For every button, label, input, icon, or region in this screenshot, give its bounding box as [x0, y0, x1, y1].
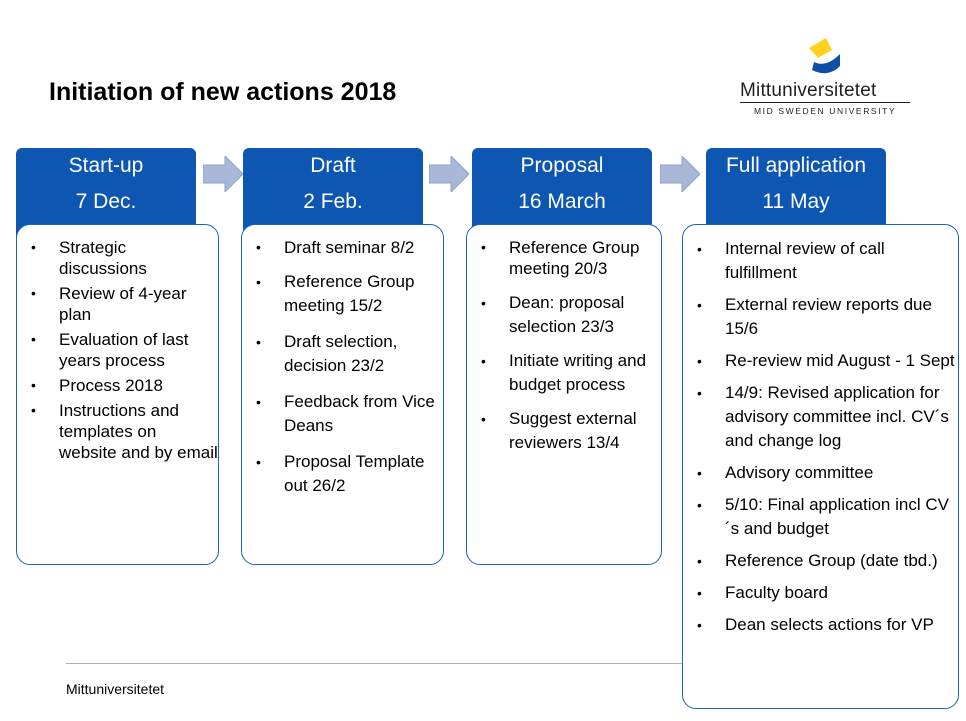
stage-full-application-box: [682, 224, 959, 709]
list-item: • Evaluation of last years process: [17, 329, 218, 371]
list-item: • Internal review of call fulfillment: [683, 237, 958, 285]
stage-proposal-box: [466, 224, 662, 565]
stage-name: Start-up: [68, 154, 144, 177]
list-item: • External review reports due 15/6: [683, 293, 958, 341]
list-item: • Reference Group (date tbd.): [683, 549, 958, 573]
university-logo: [740, 38, 915, 122]
list-item: • Feedback from Vice Deans: [242, 390, 443, 438]
list-item: • 14/9: Revised application for advisory committee incl. CV´s and change log: [683, 381, 958, 453]
list-item: • 5/10: Final application incl CV´s and budget: [683, 493, 958, 541]
footer-text: Mittuniversitetet: [66, 681, 165, 697]
list-item: • Initiate writing and budget process: [467, 349, 661, 397]
stage-name: Full application: [725, 154, 867, 177]
stage-name: Draft: [310, 154, 356, 177]
stage-startup-box: [16, 224, 219, 565]
footer-divider: [66, 663, 706, 664]
list-item: • Dean selects actions for VP: [683, 613, 958, 637]
stage-name: Proposal: [520, 154, 604, 177]
stage-date: 16 March: [518, 190, 606, 213]
list-item: • Strategic discussions: [17, 237, 218, 279]
stage-date: 11 May: [762, 190, 830, 213]
list-item: • Advisory committee: [683, 461, 958, 485]
list-item: • Proposal Template out 26/2: [242, 450, 443, 498]
logo-divider: [740, 102, 910, 103]
arrow-right-icon: [660, 156, 700, 192]
list-item: • Faculty board: [683, 581, 958, 605]
list-item: • Review of 4-year plan: [17, 283, 218, 325]
list-item: • Instructions and templates on website and by email: [17, 400, 218, 463]
logo-mark-icon: [806, 38, 842, 76]
arrow-right-icon: [429, 156, 469, 192]
list-item: • Process 2018: [17, 375, 218, 396]
logo-name: Mittuniversitetet: [740, 80, 877, 101]
stage-date: 7 Dec.: [75, 190, 137, 213]
list-item: • Reference Group meeting 15/2: [242, 270, 443, 318]
list-item: • Draft seminar 8/2: [242, 237, 443, 258]
logo-subtitle: MID SWEDEN UNIVERSITY: [754, 106, 897, 116]
list-item: • Draft selection, decision 23/2: [242, 330, 443, 378]
list-item: • Re-review mid August - 1 Sept: [683, 349, 958, 373]
list-item: • Suggest external reviewers 13/4: [467, 407, 661, 455]
arrow-right-icon: [203, 156, 243, 192]
list-item: • Dean: proposal selection 23/3: [467, 291, 661, 339]
stage-draft-box: [241, 224, 444, 565]
page-title: Initiation of new actions 2018: [49, 78, 397, 106]
stage-date: 2 Feb.: [303, 190, 363, 213]
list-item: • Reference Group meeting 20/3: [467, 237, 661, 279]
